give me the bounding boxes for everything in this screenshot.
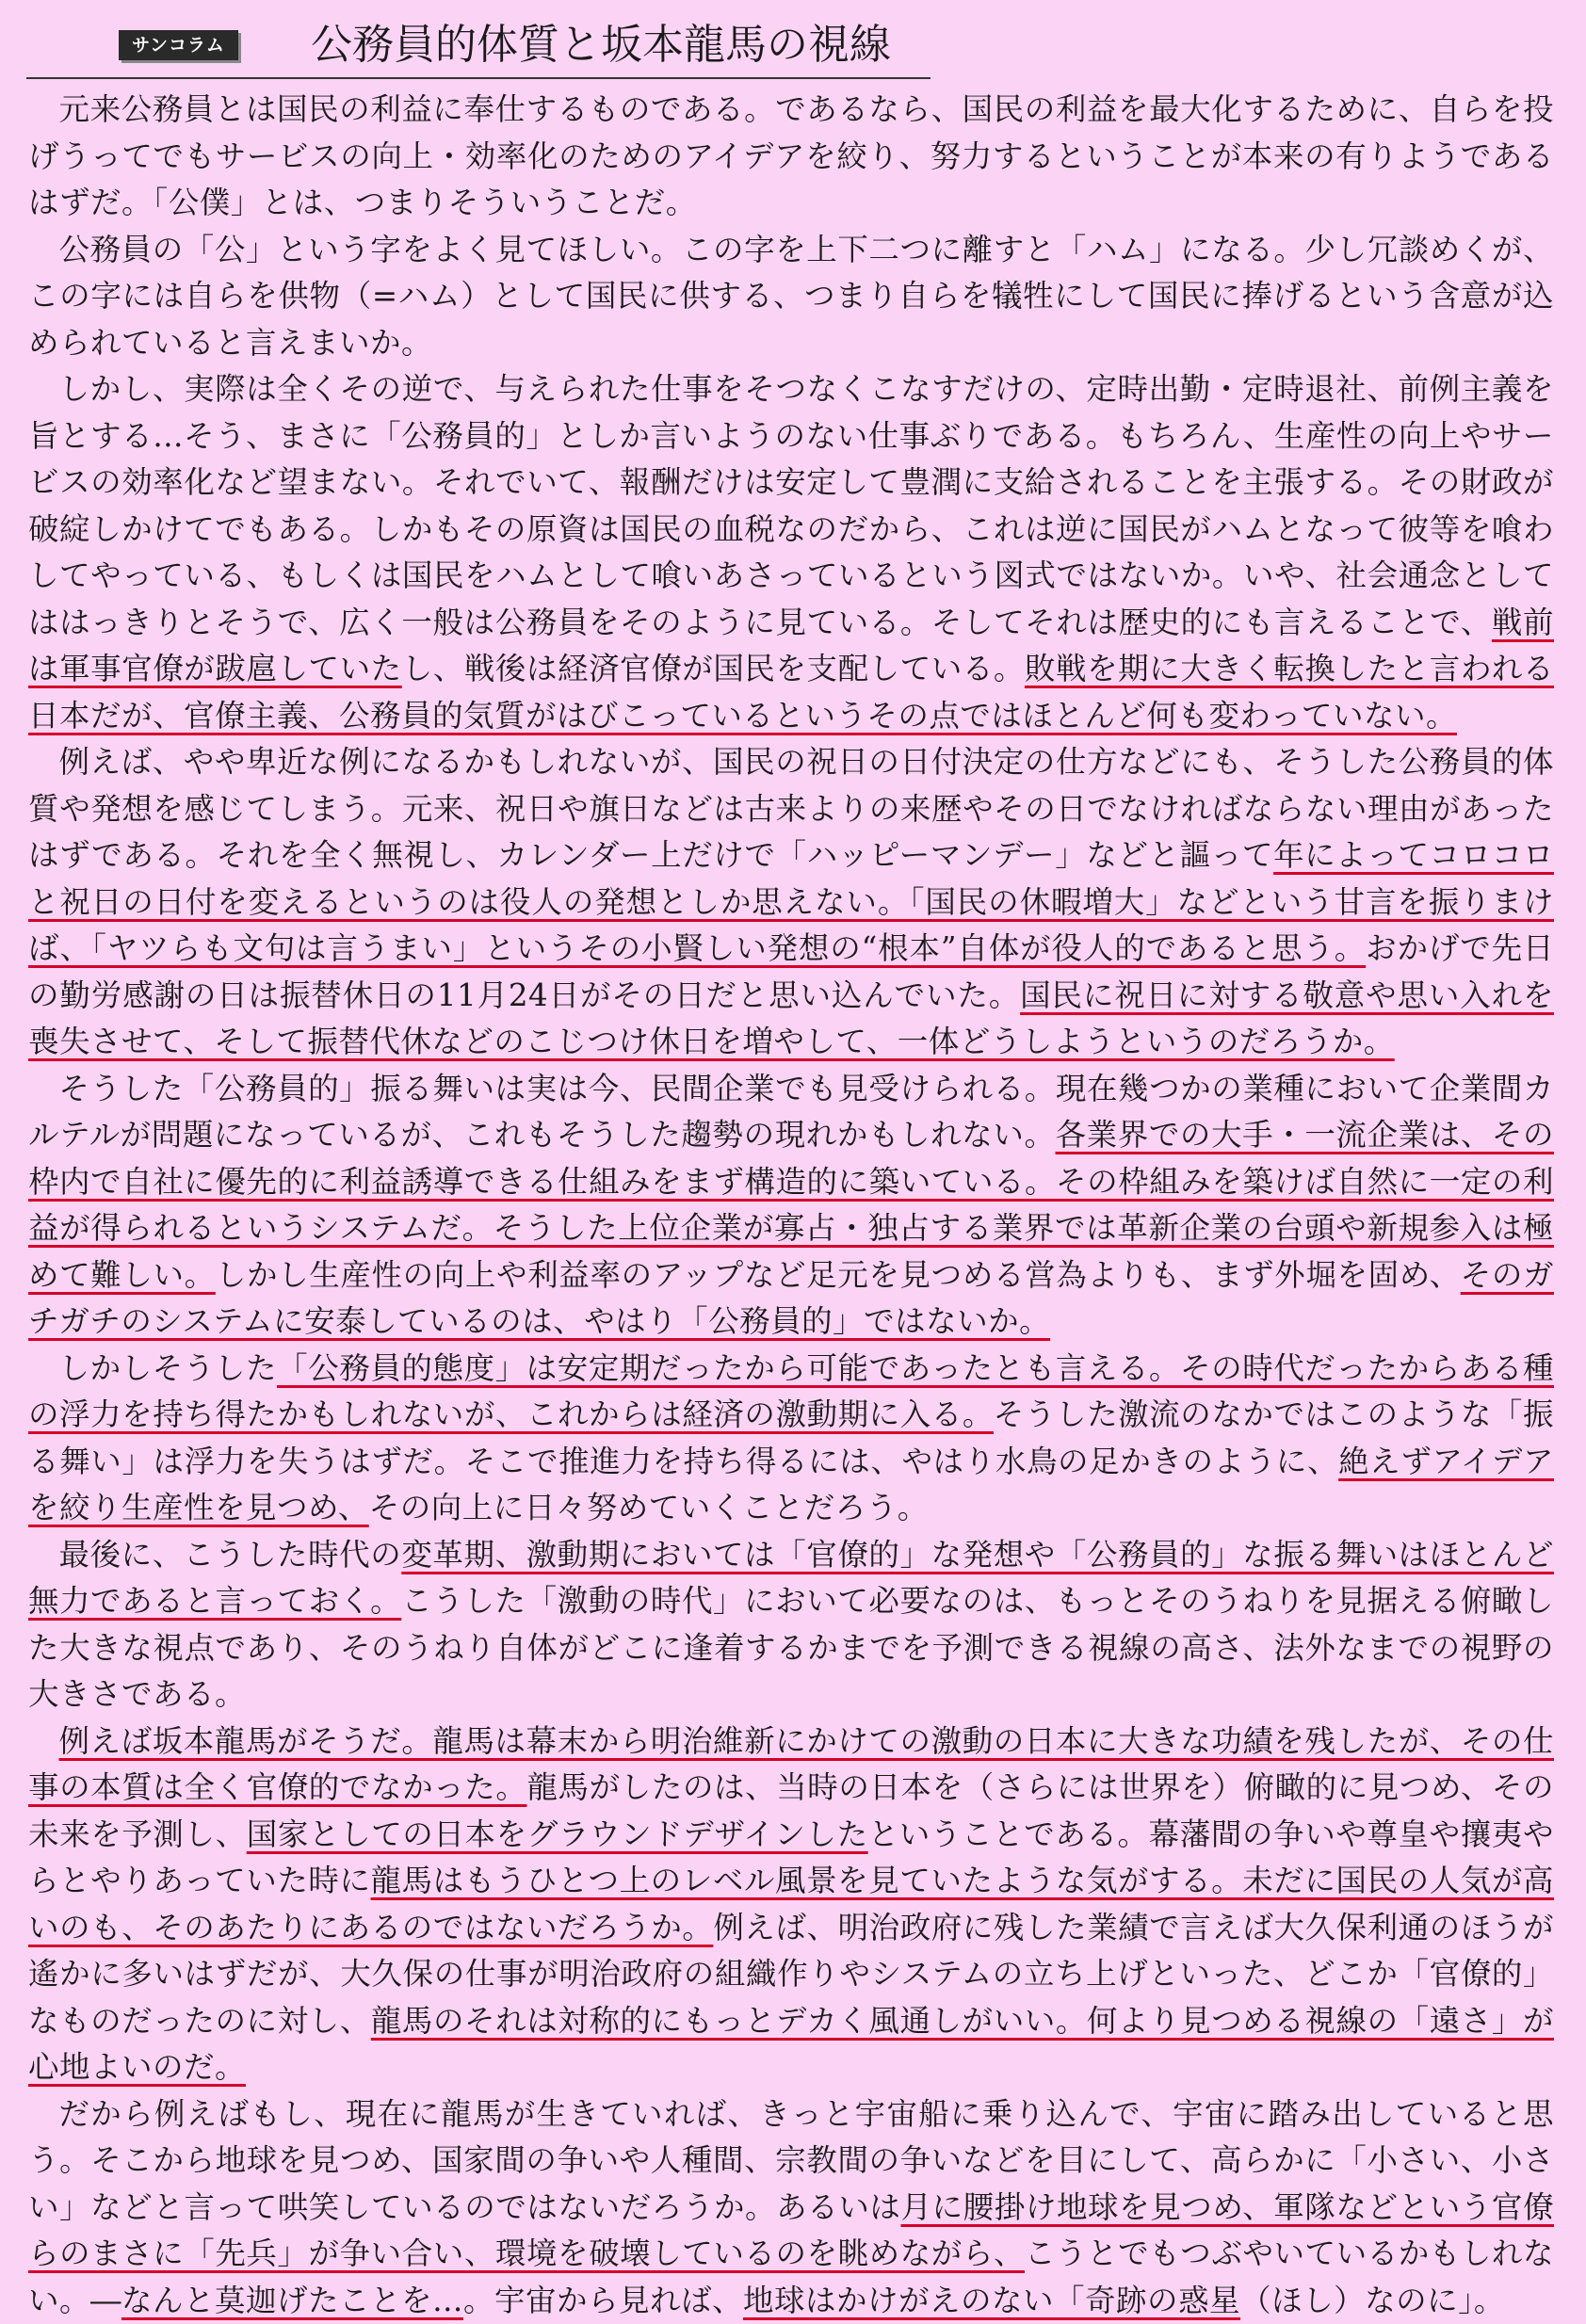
text-segment: （ほし）なのに」。: [1240, 2283, 1505, 2318]
text-segment: しかし生産性の向上や利益率のアップなど足元を見つめる営為よりも、まず外堀を固め、: [216, 1257, 1461, 1293]
underlined-text: 地球はかけがえのない「奇跡の惑星: [743, 2283, 1240, 2318]
column-header: [26, 17, 931, 79]
text-segment: 例えば、明治政府に残した業績で言えば大久保利通のほうが遙かに多いはずだが、大久保の仕事が明治政府の組織作りやシステムの立ち上げといった、どこか「官僚的」なものだったのに対し、: [28, 1910, 1554, 2039]
paragraph: [28, 366, 1554, 739]
underlined-text: 国家としての日本をグラウンドデザインした: [247, 1816, 868, 1852]
paragraph: [28, 87, 1554, 227]
article-title: 公務員的体質と坂本龍馬の視線: [311, 21, 891, 70]
paragraph: [28, 227, 1554, 367]
text-segment: そうした「公務員的」振る舞いは実は今、民間企業でも見受けられる。現在幾つかの業種において企業間カルテルが問題になっているが、これもそうした趨勢の現れかもしれない。: [28, 1071, 1554, 1154]
underlined-text: 戦前は軍事官僚が跋扈していた: [28, 605, 1554, 687]
text-segment: 例えば、やや卑近な例になるかもしれないが、国民の祝日の日付決定の仕方などにも、そうした公務員的体質や発想を感じてしまう。元来、祝日や旗日などは古来よりの来歴やその日でなければならない理由があったはずである。それを全く無視し、カレンダー上だけで「ハッピーマンデー」などと謳って: [28, 744, 1554, 873]
underlined-text: 「公務員的態度」は安定期だったから可能であったとも言える。その時代だったからある種の浮力を持ち得たかもしれないが、これからは経済の激動期に入る。: [28, 1350, 1554, 1433]
underlined-text: 年によってコロコロと祝日の日付を変えるというのは役人の発想としか思えない。「国民の休暇増大」などという甘言を振りまけば、「ヤツらも文句は言うまい」というその小賢しい発想の“根本”自体が役人的であると思う。: [28, 837, 1554, 966]
column-badge: サンコラム: [119, 30, 238, 60]
text-segment: だから例えばもし、現在に龍馬が生きていれば、きっと宇宙船に乗り込んで、宇宙に踏み出していると思う。そこから地球を見つめ、国家間の争いや人種間、宗教間の争いなどを目にして、高らかに「小さい、小さい」などと言って哄笑しているのではないだろうか。あるいは: [28, 2096, 1554, 2225]
text-segment: 元来公務員とは国民の利益に奉仕するものである。であるなら、国民の利益を最大化するために、自らを投げうってでもサービスの向上・効率化のためのアイデアを絞り、努力するということが本来の有りようであるはずだ。「公僕」とは、つまりそういうことだ。: [28, 91, 1554, 220]
text-segment: し、戦後は経済官僚が国民を支配している。: [402, 651, 1025, 686]
paragraph: [28, 2091, 1554, 2324]
paragraph: [28, 1532, 1554, 1719]
paragraph: [28, 1719, 1554, 2091]
paragraph: [28, 739, 1554, 1066]
text-segment: 。宇宙から見れば、: [463, 2283, 743, 2318]
article-body: [28, 87, 1554, 2324]
underlined-text: なんと莫迦げたことを…: [121, 2283, 463, 2318]
underlined-text: 敗戦を期に大きく転換したと言われる日本だが、官僚主義、公務員的気質がはびこっているというその点ではほとんど何も変わっていない。: [28, 651, 1554, 734]
text-segment: こうした「激動の時代」において必要なのは、もっとそのうねりを見据える俯瞰した大きな視点であり、そのうねり自体がどこに逢着するかまでを予測できる視線の高さ、法外なまでの視野の大きさである。: [28, 1583, 1554, 1712]
underlined-text: 国民に祝日に対する敬意や思い入れを喪失させて、そして振替代休などのこじつけ休日を増やして、一体どうしようというのだろうか。: [28, 977, 1554, 1060]
underlined-text: 例えば坂本龍馬がそうだ。龍馬は幕末から明治維新にかけての激動の日本に大きな功績を残したが、その仕事の本質は全く官僚的でなかった。: [28, 1723, 1554, 1806]
text-segment: ということである。幕藩間の争いや尊皇や攘夷やらとやりあっていた時に: [28, 1816, 1554, 1899]
text-segment: その向上に日々努めていくことだろう。: [369, 1490, 929, 1525]
underlined-text: 月に腰掛け地球を見つめ、軍隊などという官僚らのまさに「先兵」が争い合い、環境を破壊しているのを眺めながら、: [28, 2189, 1554, 2272]
text-segment: 最後に、こうした時代の: [59, 1537, 402, 1573]
underlined-text: 龍馬のそれは対称的にもっとデカく風通しがいい。何より見つめる視線の「遠さ」が心地よいのだ。: [28, 2003, 1554, 2086]
text-segment: しかしそうした: [59, 1350, 278, 1386]
underlined-text: 各業界での大手・一流企業は、その枠内で自社に優先的に利益誘導できる仕組みをまず構造的に築いている。その枠組みを築けば自然に一定の利益が得られるというシステムだ。そうした上位企業が寡占・独占する業界では革新企業の台頭や新規参入は極めて難しい。: [28, 1117, 1554, 1293]
text-segment: しかし、実際は全くその逆で、与えられた仕事をそつなくこなすだけの、定時出勤・定時退社、前例主義を旨とする…そう、まさに「公務員的」としか言いようのない仕事ぶりである。もちろん、生産性の向上やサービスの効率化など望まない。それでいて、報酬だけは安定して豊潤に支給されることを主張する。その財政が破綻しかけてでもある。しかもその原資は国民の血税なのだから、これは逆に国民がハムとなって彼等を喰わしてやっている、もしくは国民をハムとして喰いあさっているという図式ではないか。いや、社会通念としてははっきりとそうで、広く一般は公務員をそのように見ている。そしてそれは歴史的にも言えることで、: [28, 371, 1554, 640]
text-segment: 公務員の「公」という字をよく見てほしい。この字を上下二つに離すと「ハム」になる。少し冗談めくが、この字には自らを供物（=ハム）として国民に供する、つまり自らを犠牲にして国民に捧げるという含意が込められていると言えまいか。: [28, 232, 1554, 361]
text-segment: そうした激流のなかではこのような「振る舞い」は浮力を失うはずだ。そこで推進力を持ち得るには、やはり水鳥の足かきのように、: [28, 1396, 1554, 1479]
paragraph: [28, 1346, 1554, 1532]
text-segment: 龍馬がしたのは、当時の日本を（さらには世界を）俯瞰的に見つめ、その未来を予測し、: [28, 1769, 1554, 1852]
underlined-text: 龍馬はもうひとつ上のレベル風景を見ていたような気がする。未だに国民の人気が高いのも、そのあたりにあるのではないだろうか。: [28, 1863, 1554, 1945]
underlined-text: 変革期、激動期においては「官僚的」な発想や「公務員的」な振る舞いはほとんど無力であると言っておく。: [28, 1537, 1554, 1620]
paragraph: [28, 1066, 1554, 1346]
underlined-text: そのガチガチのシステムに安泰しているのは、やはり「公務員的」ではないか。: [28, 1257, 1554, 1340]
text-segment: こうとでもつぶやいているかもしれない。―: [28, 2235, 1554, 2318]
underlined-text: 絶えずアイデアを絞り生産性を見つめ、: [28, 1444, 1554, 1526]
text-segment: おかげで先日の勤労感謝の日は振替休日の11月24日がその日だと思い込んでいた。: [28, 930, 1554, 1013]
